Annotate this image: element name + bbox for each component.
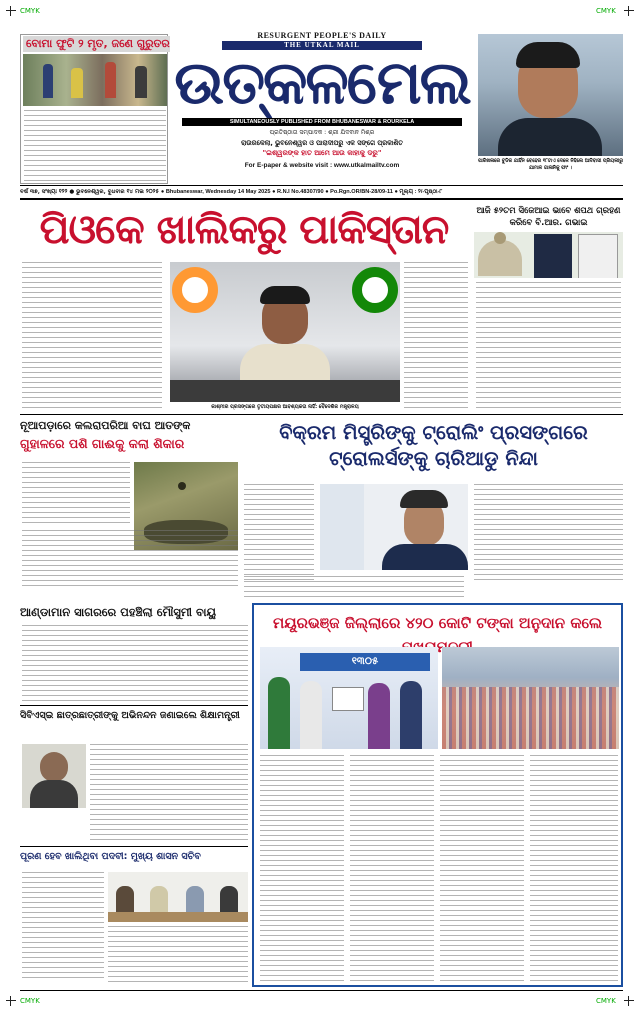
tiger-body-bottom xyxy=(22,530,238,590)
tiger-body-top xyxy=(22,462,130,527)
dateline-rule-top xyxy=(20,185,623,186)
mayurbhanj-headline[interactable]: ମୟୂରଭଞ୍ଜ ଜିଲ୍ଲାରେ ୪୨୦ କୋଟି ଟଙ୍କା ଅନୁଦାନ କଲେ xyxy=(272,614,603,632)
masthead-founder: ପ୍ରତିଷ୍ଠାତା ସମ୍ପାଦକ : ଶ୍ରୀ ଯିଦବାନ ମିଶ୍ର xyxy=(269,129,375,136)
section-rule-2 xyxy=(20,705,248,706)
section-rule-3 xyxy=(20,846,248,847)
cbse-body xyxy=(90,744,248,844)
tiger-headline[interactable]: ନୂଆପଡ଼ାରେ କଲରାପରିଆ ବାଘ ଆତଙ୍କ xyxy=(20,419,191,432)
cji-photo xyxy=(474,232,623,278)
left-teaser[interactable] xyxy=(20,34,168,184)
cbse-headline[interactable]: ସିବିଏସ୍‌ଇ ଛାତ୍ରଛାତ୍ରୀଙ୍କୁ ଅଭିନନ୍ଦନ ଜଣାଇଲେ ଶିକ୍ଷାମନ୍ତ୍ରୀ xyxy=(20,710,240,721)
misri-photo xyxy=(320,484,468,570)
cbse-story[interactable] xyxy=(20,708,248,742)
vacancy-story[interactable] xyxy=(20,848,248,868)
vacancy-body-right xyxy=(108,926,248,982)
mayurbhanj-body-col-4 xyxy=(530,755,618,981)
cmyk-label-tr: CMYK xyxy=(596,7,616,15)
vacancy-headline[interactable]: ପୂରଣ ହେବ ଖାଲିଥିବା ପଦବୀ: ମୁଖ୍ୟ ଶାସନ ସଚିବ xyxy=(20,851,201,862)
mayurbhanj-body-col-2 xyxy=(350,755,434,981)
dateline-rule-bottom xyxy=(20,198,623,200)
cji-body xyxy=(476,282,621,412)
misri-body-bottom xyxy=(244,576,464,600)
cmyk-label-tl: CMYK xyxy=(20,7,40,15)
tiger-story[interactable] xyxy=(20,418,238,458)
masthead-motto: "ଇଶ୍ୱରଙ୍କ ହାତ ଆମେ ଆଉ କାହାକୁ ଡରୁ" xyxy=(262,149,382,157)
left-teaser-headline: ବୋମା ଫୁଟି ୨ ମୃତ, ଜଣେ ଗୁରୁତର xyxy=(23,36,170,52)
misri-story[interactable] xyxy=(244,418,623,480)
dateline-odia: ବର୍ଷ ୩୭, ସଂଖ୍ୟା ୧୨୨ ● ଭୁବନେଶ୍ୱର, ବୁଧବାର ୧୪ ମଇ ୨୦୨୫ xyxy=(20,189,159,195)
masthead-tagline: RESURGENT PEOPLE'S DAILY xyxy=(257,31,387,40)
masthead-simulcast: SIMULTANEOUSLY PUBLISHED FROM BHUBANESWAR & ROURKELA xyxy=(182,118,462,126)
masthead-english-name: THE UTKAL MAIL xyxy=(222,41,422,50)
lead-body-left xyxy=(22,262,162,412)
lead-body-right xyxy=(404,262,468,412)
monsoon-story[interactable] xyxy=(20,603,270,623)
lead-photo-caption: କାଶ୍ମୀର ପ୍ରସଙ୍ଗରେ ତୃତୀୟପକ୍ଷର ଆବଶ୍ୟକତା ନାହିଁ: ବୈଦେଶିକ ମନ୍ତ୍ରାଳୟ xyxy=(211,404,359,410)
dateline xyxy=(20,187,623,197)
lead-story[interactable] xyxy=(20,203,468,259)
masthead-cities: ରାଉରକେଲା, ଭୁବନେଶ୍ୱର ଓ ପାରାଦୀପରୁ ଏକ ସଙ୍ଗେ ପ୍ରକାଶିତ xyxy=(241,139,403,147)
right-teaser[interactable] xyxy=(478,34,623,184)
vacancy-photo xyxy=(108,872,248,922)
mayurbhanj-banner-text: ୧୩୦୫ xyxy=(300,653,430,671)
cbse-photo xyxy=(22,744,86,808)
registration-mark-tr xyxy=(624,6,634,16)
vacancy-body-left xyxy=(22,872,104,982)
right-teaser-photo xyxy=(478,34,623,156)
dateline-english: ● Bhubaneswar, Wednesday 14 May 2025 ● R.N.I No.48307/90 ● Po.Rgn.OR/BN-28/09-11 ● ମୂଲ୍ୟ : ୨/-ପୃଷ୍ଠା-୮ xyxy=(160,189,443,195)
misri-body-left xyxy=(244,484,314,580)
monsoon-body xyxy=(22,625,248,703)
masthead xyxy=(172,31,472,181)
section-rule-1 xyxy=(20,414,623,415)
registration-mark-br xyxy=(624,996,634,1006)
registration-mark-tl xyxy=(6,6,16,16)
mayurbhanj-photo-2 xyxy=(442,647,619,749)
misri-headline[interactable]: ବିକ୍ରମ ମିସ୍ତ୍ରିଙ୍କୁ ଟ୍ରୋଲିଂ ପ୍ରସଙ୍ଗରେ ଟ୍ରୋଲର୍ସଙ୍କୁ ଚାରିଆଡୁ ନିନ୍ଦା xyxy=(279,421,588,470)
left-teaser-photo xyxy=(23,54,167,106)
cji-headline[interactable]: ଆଜି ୫୨ତମ ସିଜେଆଇ ଭାବେ ଶପଥ ଗ୍ରହଣ କରିବେ ବି.ଆର. ଗଭାଇ xyxy=(476,206,621,228)
mayurbhanj-story[interactable] xyxy=(252,603,623,987)
tiger-subhead[interactable]: ଗୁହାଳରେ ପଶି ଗାଈକୁ କଲା ଶିକାର xyxy=(20,436,185,451)
mayurbhanj-body-col-3 xyxy=(440,755,524,981)
registration-mark-bl xyxy=(6,996,16,1006)
left-teaser-body xyxy=(24,110,166,182)
right-teaser-caption: ପାରିଖଳାରେ ବୁଡିକ ଯାହିଁନ ବେହେର ୧୮ଟାଏ ଦେଳେ ନିହିଲେ ଆଦିବାସୀ ପ୍ରିୟଲୀରୁ ଯାମାଳ ଗାଳାନିକୁ ଫାଂ । xyxy=(478,159,623,171)
misri-body-right xyxy=(474,484,623,580)
masthead-title[interactable]: ଉତ୍କଳମେଲ xyxy=(174,48,470,118)
mayurbhanj-body-col-1 xyxy=(260,755,344,981)
cmyk-label-bl: CMYK xyxy=(20,997,40,1005)
cmyk-label-br: CMYK xyxy=(596,997,616,1005)
monsoon-headline[interactable]: ଆଣ୍ଡାମାନ ସାଗରରେ ପହଞ୍ଚିଲା ମୌସୁମୀ ବାୟୁ xyxy=(20,605,216,619)
masthead-epaper[interactable]: For E-paper & website visit : www.utkalmailtv.com xyxy=(244,162,400,169)
page-bottom-rule xyxy=(20,990,623,991)
lead-photo xyxy=(170,262,400,402)
mayurbhanj-photo-1 xyxy=(260,647,438,749)
lead-headline[interactable]: ପିଓକେ ଖାଲିକରୁ ପାକିସ୍ତାନ xyxy=(39,207,449,253)
